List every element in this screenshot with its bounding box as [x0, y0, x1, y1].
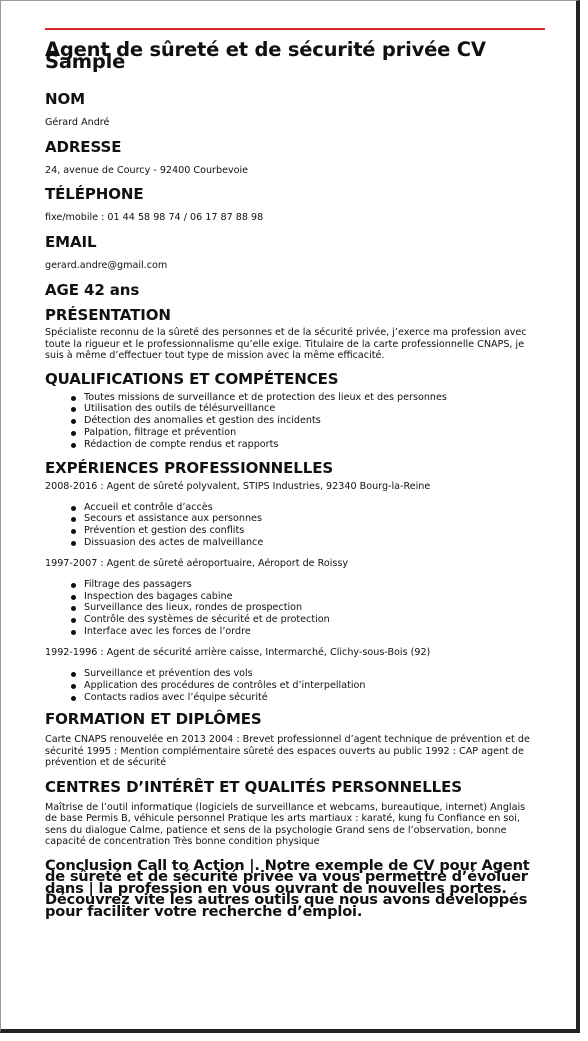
formation-text: Carte CNAPS renouvelée en 2013 2004 : Brevet professionnel d’agent technique de prévention et de sécurité 1995 : Mention complémentaire sûreté des espaces ouverts au public 1992 : CAP agent de prévention et de sécurité — [45, 734, 530, 769]
list-item: Secours et assistance aux personnes — [84, 513, 535, 525]
heading-experiences: EXPÉRIENCES PROFESSIONNELLES — [45, 459, 334, 478]
list-item: Rédaction de compte rendus et rapports — [84, 439, 535, 451]
list-item: Application des procédures de contrôles et d’interpellation — [84, 680, 535, 692]
section-interets — [45, 778, 535, 848]
job-tasks — [45, 502, 535, 550]
section-formation — [45, 710, 535, 769]
value-email: gerard.andre@gmail.com — [45, 259, 168, 271]
heading-presentation: PRÉSENTATION — [45, 306, 171, 324]
cv-content — [45, 38, 535, 920]
section-qualifications — [45, 370, 535, 452]
list-item: Prévention et gestion des conflits — [84, 525, 535, 537]
heading-adresse: ADRESSE — [45, 137, 122, 156]
heading-nom: NOM — [45, 90, 85, 108]
heading-qualifications: QUALIFICATIONS ET COMPÉTENCES — [45, 369, 339, 388]
cv-title: Agent de sûreté et de sécurité privée CV Sample — [45, 38, 486, 73]
list-item: Inspection des bagages cabine — [84, 591, 535, 603]
value-adresse: 24, avenue de Courcy - 92400 Courbevoie — [45, 164, 249, 176]
list-item: Toutes missions de surveillance et de protection des lieux et des personnes — [84, 392, 535, 404]
list-item: Filtrage des passagers — [84, 579, 535, 591]
value-telephone: fixe/mobile : 01 44 58 98 74 / 06 17 87 88 98 — [45, 212, 264, 223]
heading-interets: CENTRES D’INTÉRÊT ET QUALITÉS PERSONNELLES — [45, 777, 462, 796]
job-tasks — [45, 579, 535, 639]
value-nom: Gérard André — [45, 117, 110, 128]
section-nom — [45, 90, 535, 129]
job-title: 1992-1996 : Agent de sécurité arrière caisse, Intermarché, Clichy-sous-Bois (92) — [45, 647, 431, 659]
job-title: 1997-2007 : Agent de sûreté aéroportuaire, Aéroport de Roissy — [45, 558, 349, 570]
conclusion-cta: Conclusion Call to Action |. Notre exemple de CV pour Agent de sûreté et de sécurité privée va vous permettre d’évoluer dans | la profession en vous ouvrant de nouvelles portes. Découvrez vite les autres outils que nous avons développés pour faciliter votre recherche d’emploi. — [45, 856, 530, 920]
presentation-text: Spécialiste reconnu de la sûreté des personnes et de la sécurité privée, j’exerce ma profession avec toute la rigueur et le professionnalisme qu’elle exige. Titulaire de la carte professionnelle CNAPS, je suis à même d’effectuer tout type de mission avec la même efficacité. — [45, 327, 527, 361]
list-item: Surveillance et prévention des vols — [84, 668, 535, 680]
section-presentation — [45, 306, 535, 362]
interets-text: Maîtrise de l’outil informatique (logiciels de surveillance et webcams, bureautique, internet) Anglais de base Permis B, véhicule personnel Pratique les arts martiaux : karaté, kung fu Confiance en soi, sens du dialogue Calme, patience et sens de la psychologie Grand sens de l’observation, bonne capacité de concentration Très bonne condition physique — [45, 801, 526, 848]
title-rule — [45, 28, 545, 30]
list-item: Contacts radios avec l’équipe sécurité — [84, 692, 535, 704]
heading-telephone: TÉLÉPHONE — [45, 185, 144, 203]
list-item: Contrôle des systèmes de sécurité et de protection — [84, 614, 535, 626]
list-item: Détection des anomalies et gestion des incidents — [84, 415, 535, 427]
list-item: Palpation, filtrage et prévention — [84, 427, 535, 439]
job-tasks — [45, 668, 535, 704]
job-title: 2008-2016 : Agent de sûreté polyvalent, STIPS Industries, 92340 Bourg-la-Reine — [45, 481, 431, 493]
list-item: Dissuasion des actes de malveillance — [84, 537, 535, 549]
list-item: Accueil et contrôle d’accès — [84, 502, 535, 514]
list-item: Utilisation des outils de télésurveillance — [84, 403, 535, 415]
section-adresse — [45, 138, 535, 177]
qualifications-list — [45, 392, 535, 452]
age: AGE 42 ans — [45, 281, 140, 299]
list-item: Interface avec les forces de l’ordre — [84, 626, 535, 638]
heading-formation: FORMATION ET DIPLÔMES — [45, 710, 262, 729]
section-telephone — [45, 185, 535, 224]
section-experiences — [45, 459, 535, 703]
heading-email: EMAIL — [45, 232, 97, 251]
section-email — [45, 233, 535, 272]
list-item: Surveillance des lieux, rondes de prospection — [84, 602, 535, 614]
